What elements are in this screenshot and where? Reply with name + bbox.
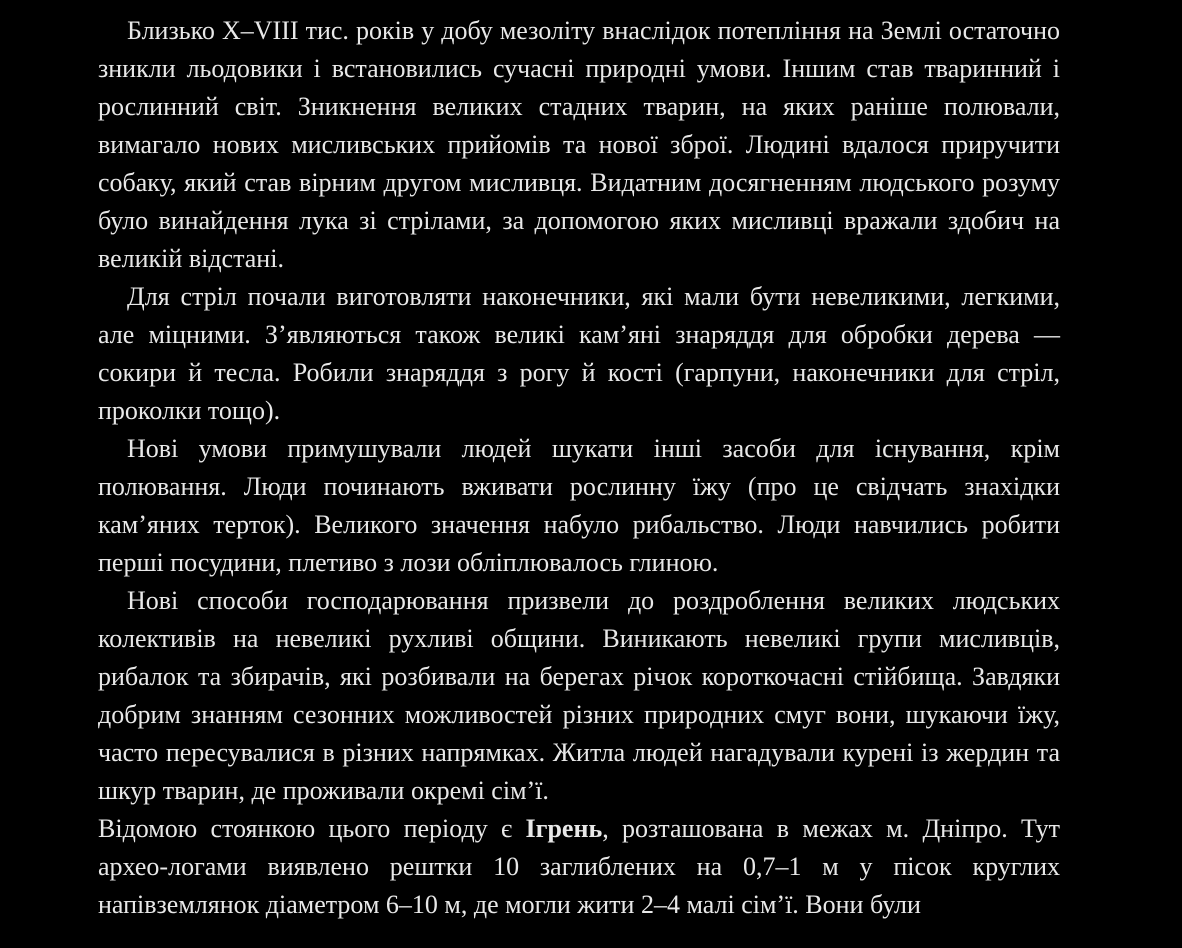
paragraph-arrow-tools: Для стріл почали виготовляти наконечники, які мали бути невеликими, легкими, але міцними. З’являються також великі кам’яні знаряддя для обробки дерева — сокири й тесла. Робили знаряддя з рогу й кості (гарпуни, наконечники для стріл, проколки тощо). [98, 282, 1060, 425]
igren-text-before: Відомою стоянкою цього періоду є [98, 814, 526, 843]
paragraph-mesolithic-climate: Близько X–VIII тис. років у добу мезоліту внаслідок потепління на Землі остаточно зникли льодовики і встановились сучасні природні умови. Іншим став тваринний і рослинний світ. Зникнення великих стадних тварин, на яких раніше полювали, вимагало нових мисливських прийомів та нової зброї. Людині вдалося приручити собаку, який став вірним другом мисливця. Видатним досягненням людського розуму було винайдення лука зі стрілами, за допомогою яких мисливці вражали здобич на великій відстані. [98, 16, 1060, 273]
igren-text-after: , розташована в межах м. Дніпро. Тут архео-логами виявлено рештки 10 заглиблених на 0,7–1 м у пісок круглих напівземлянок діаметром 6–10 м, де могли жити 2–4 малі сім’ї. Вони були [98, 814, 1061, 919]
document-page [98, 12, 1060, 924]
igren-site-name: Ігрень [525, 814, 603, 843]
paragraph-new-subsistence: Нові умови примушували людей шукати інші засоби для існування, крім полювання. Люди починають вживати рослинну їжу (про це свідчать знахідки кам’яних терток). Великого значення набуло рибальство. Люди навчились робити перші посудини, плетиво з лози обліплювалось глиною. [98, 434, 1060, 577]
paragraph-communities: Нові способи господарювання призвели до роздроблення великих людських колективів на невеликі рухливі общини. Виникають невеликі групи мисливців, рибалок та збирачів, які розбивали на берегах річок короткочасні стійбища. Завдяки добрим знанням сезонних можливостей різних природних смуг вони, шукаючи їжу, часто пересувалися в різних напрямках. Житла людей нагадували курені із жердин та шкур тварин, де проживали окремі сім’ї. [98, 586, 1060, 805]
paragraph-igren-site [98, 810, 1060, 924]
